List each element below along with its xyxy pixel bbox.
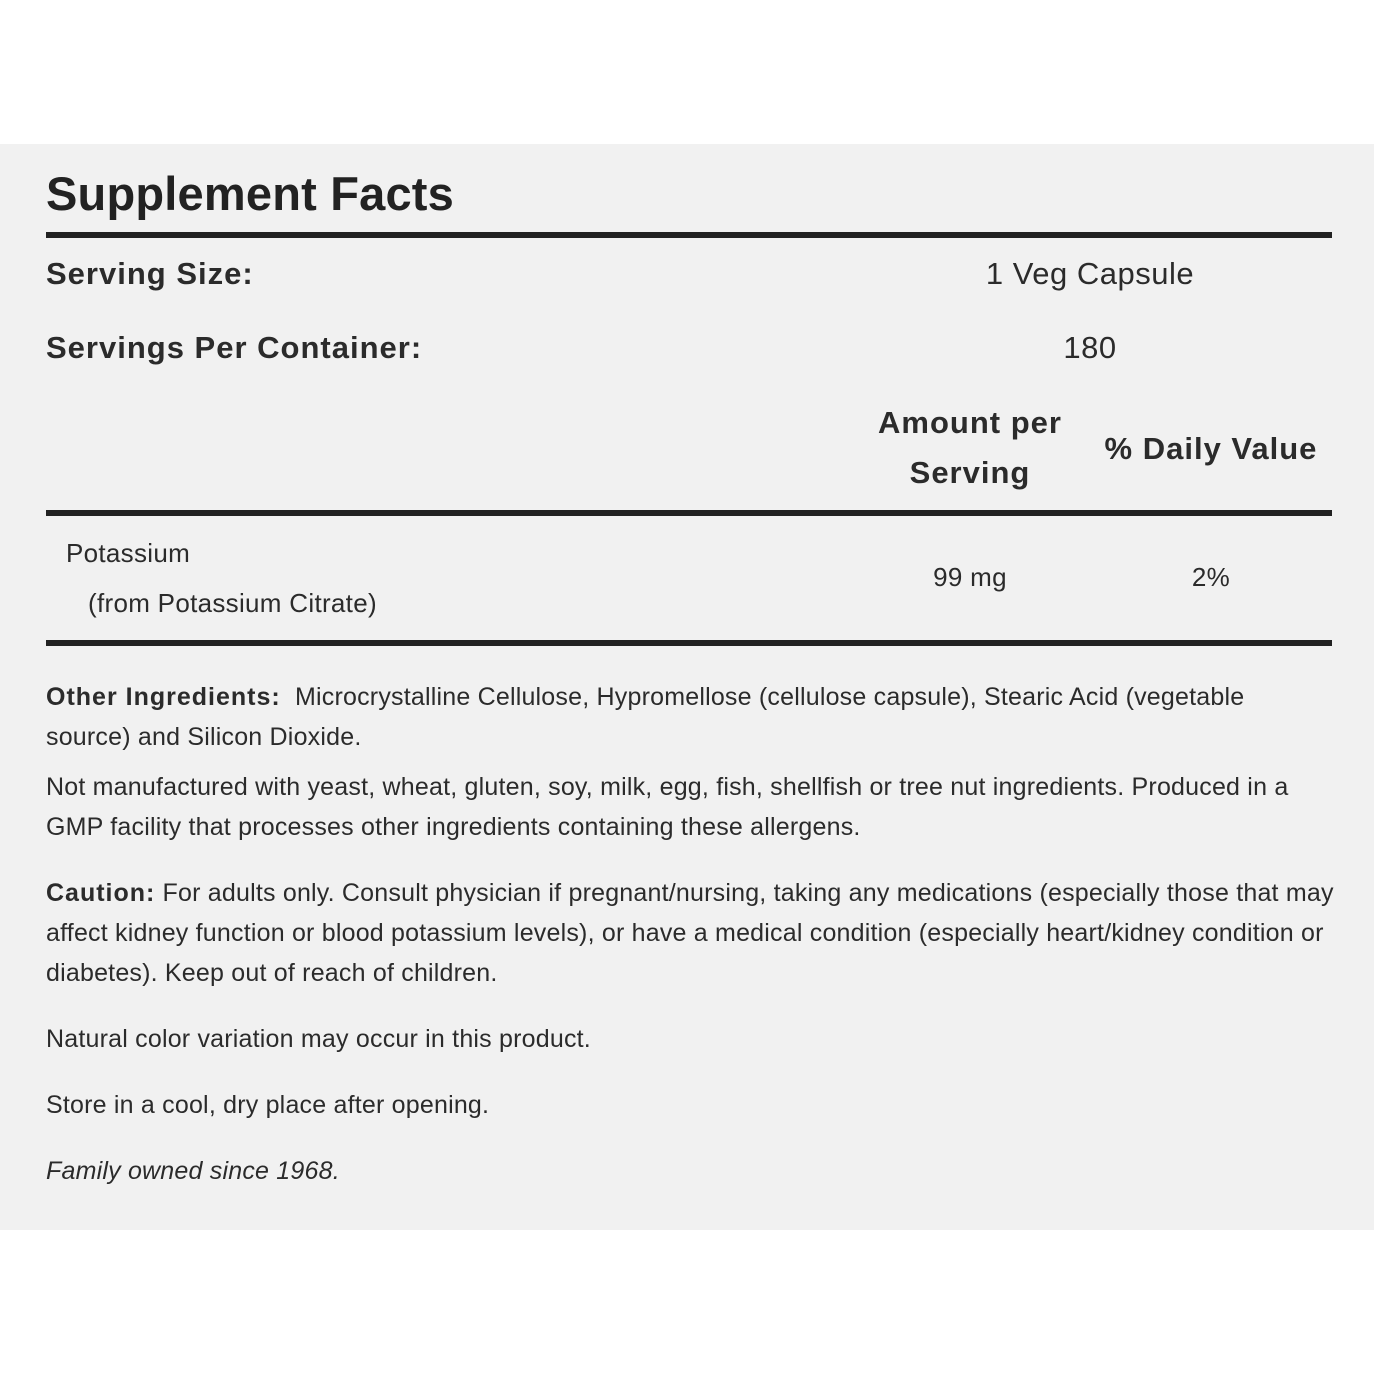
caution-statement xyxy=(46,873,1336,993)
title-divider xyxy=(46,232,1332,238)
color-variation-note: Natural color variation may occur in this product. xyxy=(46,1025,591,1053)
nutrient-source: (from Potassium Citrate) xyxy=(88,588,377,618)
caution-text: For adults only. Consult physician if pregnant/nursing, taking any medications (especially those that may affect kidney function or blood potassium levels), or have a medical condition (especially heart/kidney condition or diabetes). Keep out of reach of children. xyxy=(46,879,1334,987)
table-bottom-divider xyxy=(46,640,1332,646)
family-owned-note: Family owned since 1968. xyxy=(46,1157,340,1185)
serving-size-value: 1 Veg Capsule xyxy=(985,256,1195,291)
serving-size-label: Serving Size: xyxy=(46,256,254,291)
servings-per-container-value: 180 xyxy=(1063,330,1117,365)
allergen-statement: Not manufactured with yeast, wheat, gluten, soy, milk, egg, fish, shellfish or tree nut ingredients. Produced in a GMP facility that processes other ingredients containing these allergens. xyxy=(46,773,1289,841)
other-ingredients-label: Other Ingredients: xyxy=(46,683,281,711)
amount-header-line1: Amount per xyxy=(878,405,1062,440)
nutrient-daily-value: 2% xyxy=(1191,562,1231,592)
header-divider xyxy=(46,510,1332,516)
daily-value-header: % Daily Value xyxy=(1104,431,1318,466)
page-title: Supplement Facts xyxy=(46,167,455,220)
storage-note: Store in a cool, dry place after opening. xyxy=(46,1091,490,1119)
servings-per-container-label: Servings Per Container: xyxy=(46,330,423,365)
nutrient-amount: 99 mg xyxy=(933,562,1007,592)
nutrient-name: Potassium xyxy=(66,538,191,568)
amount-header-line2: Serving xyxy=(909,455,1031,490)
caution-label: Caution: xyxy=(46,879,156,907)
other-ingredients-text: Microcrystalline Cellulose, Hypromellose (cellulose capsule), Stearic Acid (vegetable source) and Silicon Dioxide. xyxy=(46,683,1245,751)
other-ingredients xyxy=(46,677,1336,757)
amount-per-serving-header xyxy=(850,398,1090,498)
